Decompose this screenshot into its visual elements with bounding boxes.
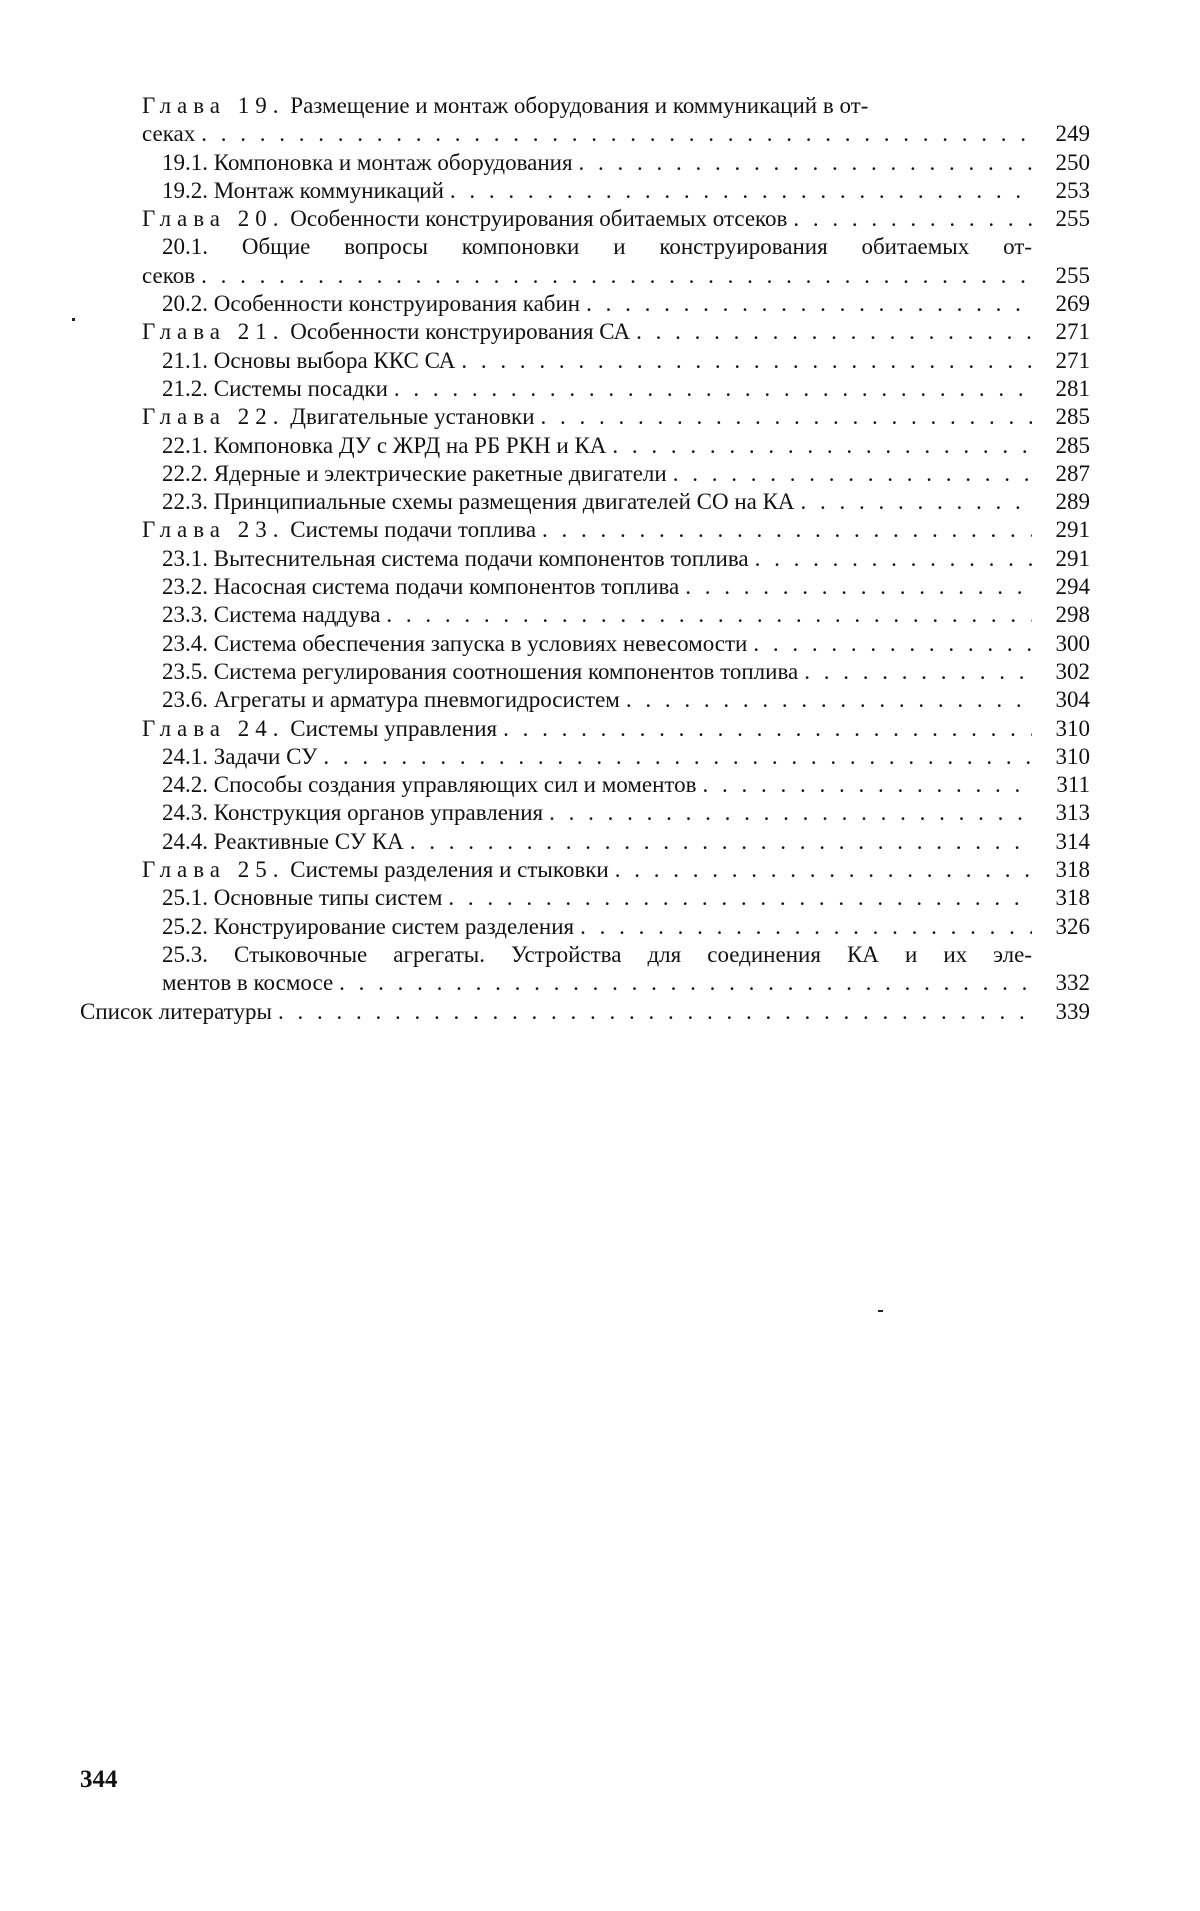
- section-title: 19.2. Монтаж коммуникаций: [162, 177, 444, 203]
- dot-leader: [685, 573, 1032, 601]
- dot-leader: [323, 743, 1032, 771]
- page-ref: 304: [1055, 687, 1090, 713]
- section-title: 25.2. Конструирование систем разделения: [162, 913, 575, 939]
- page-ref: 339: [1055, 998, 1090, 1024]
- page-ref: 294: [1055, 574, 1090, 600]
- toc-chapter-20: [80, 205, 1090, 233]
- toc-section-23-1: [80, 545, 1090, 573]
- page-ref: 271: [1055, 347, 1090, 373]
- toc-section-20-1: [80, 233, 1090, 261]
- toc-section-19-2: [80, 177, 1090, 205]
- bibliography-title: Список литературы: [80, 998, 272, 1024]
- page-ref: 255: [1055, 206, 1090, 232]
- toc-section-19-1: [80, 149, 1090, 177]
- dot-leader: [753, 630, 1032, 658]
- toc-entry: [80, 120, 1090, 148]
- toc-section-23-6: [80, 686, 1090, 714]
- toc-entry: [80, 262, 1090, 290]
- toc-section-24-3: [80, 799, 1090, 827]
- toc-section-24-2: [80, 771, 1090, 799]
- toc-chapter-25: [80, 856, 1090, 884]
- dot-leader: [801, 488, 1032, 516]
- chapter-title: Двигательные установки: [290, 404, 535, 430]
- toc-section-21-2: [80, 375, 1090, 403]
- page-ref: 281: [1055, 375, 1090, 401]
- chapter-title: Системы подачи топлива: [290, 517, 537, 543]
- toc-chapter-19: [80, 92, 1090, 120]
- chapter-label: Глава 22.: [142, 404, 285, 430]
- toc-bibliography: [80, 998, 1090, 1026]
- toc-section-23-2: [80, 573, 1090, 601]
- section-title-continuation: секов: [142, 262, 196, 288]
- chapter-label: Глава 24.: [142, 715, 285, 741]
- dot-leader: [278, 998, 1032, 1026]
- page-ref: 289: [1055, 489, 1090, 515]
- toc-section-25-2: [80, 913, 1090, 941]
- dot-leader: [580, 913, 1032, 941]
- chapter-title: Размещение и монтаж оборудования и коммуникаций в от-: [290, 93, 869, 118]
- page-ref: 318: [1055, 885, 1090, 911]
- page-ref: 250: [1055, 149, 1090, 175]
- chapter-title: Особенности конструирования обитаемых отсеков: [290, 206, 788, 232]
- page-ref: 271: [1055, 319, 1090, 345]
- dot-leader: [394, 375, 1032, 403]
- toc-section-22-3: [80, 488, 1090, 516]
- section-title: 25.1. Основные типы систем: [162, 885, 443, 911]
- section-title: 23.4. Система обеспечения запуска в условиях невесомости: [162, 630, 748, 656]
- chapter-label: Глава 19.: [142, 93, 285, 118]
- toc-section-23-5: [80, 658, 1090, 686]
- chapter-title: Особенности конструирования СА: [290, 319, 631, 345]
- toc-section-23-3: [80, 601, 1090, 629]
- page-ref: 255: [1055, 262, 1090, 288]
- dot-leader: [549, 799, 1032, 827]
- dot-leader: [461, 347, 1032, 375]
- dot-leader: [636, 318, 1032, 346]
- page-ref: 253: [1055, 177, 1090, 203]
- section-title: 22.3. Принципиальные схемы размещения двигателей СО на КА: [162, 489, 795, 515]
- page-ref: 314: [1055, 828, 1090, 854]
- section-title-continuation: ментов в космосе: [162, 970, 334, 996]
- dot-leader: [804, 658, 1032, 686]
- toc-section-21-1: [80, 347, 1090, 375]
- toc-section-24-1: [80, 743, 1090, 771]
- page-ref: 332: [1055, 970, 1090, 996]
- page-ref: 287: [1055, 460, 1090, 486]
- dot-leader: [541, 403, 1032, 431]
- page-ref: 298: [1055, 602, 1090, 628]
- section-title: 23.2. Насосная система подачи компонентов топлива: [162, 574, 680, 600]
- section-title: 20.2. Особенности конструирования кабин: [162, 291, 581, 317]
- chapter-label: Глава 23.: [142, 517, 285, 543]
- page-number: 344: [80, 1766, 118, 1793]
- section-title: 24.3. Конструкция органов управления: [162, 800, 544, 826]
- dot-leader: [339, 969, 1032, 997]
- section-title: 23.1. Вытеснительная система подачи компонентов топлива: [162, 545, 749, 571]
- page-ref: 300: [1055, 630, 1090, 656]
- section-title: 25.3. Стыковочные агрегаты. Устройства для соединения КА и их эле-: [162, 941, 1032, 967]
- page-ref: 249: [1055, 121, 1090, 147]
- dot-leader: [612, 432, 1032, 460]
- page-ref: 311: [1056, 772, 1090, 798]
- section-title: 21.2. Системы посадки: [162, 375, 388, 401]
- dot-leader: [673, 460, 1032, 488]
- toc-section-22-2: [80, 460, 1090, 488]
- section-title: 24.4. Реактивные СУ КА: [162, 828, 404, 854]
- chapter-title: Системы разделения и стыковки: [290, 857, 609, 883]
- page-ref: 310: [1055, 743, 1090, 769]
- page-ref: 269: [1055, 291, 1090, 317]
- page-ref: 302: [1055, 658, 1090, 684]
- section-title: 19.1. Компоновка и монтаж оборудования: [162, 149, 573, 175]
- chapter-label: Глава 20.: [142, 206, 285, 232]
- page-ref: 318: [1055, 857, 1090, 883]
- dot-leader: [579, 149, 1032, 177]
- toc-section-20-2: [80, 290, 1090, 318]
- dot-leader: [793, 205, 1032, 233]
- section-title: 23.5. Система регулирования соотношения компонентов топлива: [162, 658, 799, 684]
- dot-leader: [386, 601, 1032, 629]
- toc-chapter-23: [80, 516, 1090, 544]
- dot-leader: [448, 884, 1032, 912]
- dot-leader: [542, 516, 1032, 544]
- dot-leader: [201, 120, 1032, 148]
- dot-leader: [615, 856, 1032, 884]
- dot-leader: [410, 828, 1032, 856]
- page-ref: 310: [1055, 715, 1090, 741]
- page-ref: 285: [1055, 404, 1090, 430]
- dot-leader: [703, 771, 1032, 799]
- dot-leader: [755, 545, 1032, 573]
- chapter-label: Глава 25.: [142, 857, 285, 883]
- section-title: 24.2. Способы создания управляющих сил и моментов: [162, 772, 697, 798]
- toc-chapter-24: [80, 715, 1090, 743]
- section-title: 23.3. Система наддува: [162, 602, 381, 628]
- dot-leader: [626, 686, 1032, 714]
- scan-speck: [878, 1310, 883, 1312]
- dot-leader: [586, 290, 1032, 318]
- toc-section-25-3: [80, 941, 1090, 969]
- dot-leader: [450, 177, 1032, 205]
- chapter-label: Глава 21.: [142, 319, 285, 345]
- section-title: 24.1. Задачи СУ: [162, 743, 318, 769]
- toc-section-22-1: [80, 432, 1090, 460]
- dot-leader: [503, 715, 1032, 743]
- toc-section-23-4: [80, 630, 1090, 658]
- page-ref: 291: [1055, 517, 1090, 543]
- toc-section-25-1: [80, 884, 1090, 912]
- section-title: 20.1. Общие вопросы компоновки и конструирования обитаемых от-: [162, 234, 1032, 260]
- section-title: 23.6. Агрегаты и арматура пневмогидросистем: [162, 687, 620, 713]
- scan-speck: [72, 318, 75, 321]
- chapter-title-continuation: секах: [142, 121, 196, 147]
- page-ref: 326: [1055, 913, 1090, 939]
- section-title: 22.2. Ядерные и электрические ракетные двигатели: [162, 460, 667, 486]
- table-of-contents: [80, 92, 1090, 1026]
- section-title: 21.1. Основы выбора ККС СА: [162, 347, 456, 373]
- chapter-title: Системы управления: [290, 715, 498, 741]
- page-ref: 313: [1055, 800, 1090, 826]
- page-ref: 291: [1055, 545, 1090, 571]
- toc-entry: [80, 969, 1090, 997]
- toc-chapter-21: [80, 318, 1090, 346]
- toc-section-24-4: [80, 828, 1090, 856]
- toc-chapter-22: [80, 403, 1090, 431]
- section-title: 22.1. Компоновка ДУ с ЖРД на РБ РКН и КА: [162, 432, 607, 458]
- dot-leader: [201, 262, 1032, 290]
- page-ref: 285: [1055, 432, 1090, 458]
